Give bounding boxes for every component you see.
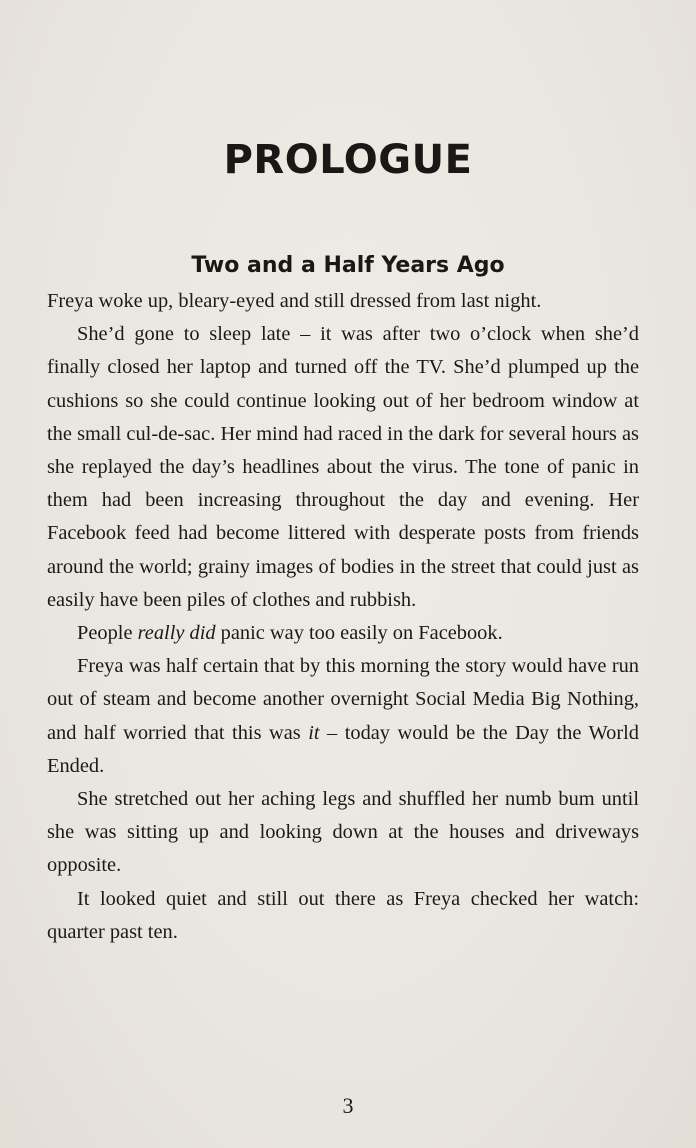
paragraph: She’d gone to sleep late – it was after two o’clock when she’d finally closed her laptop and turned off the TV. She’d plumped up the cushions so she could continue looking out of her bedroom window at the small cul-de-sac. Her mind had raced in the dark for several hours as she replayed the day’s headlines about the virus. The tone of panic in them had been increasing throughout the day and evening. Her Facebook feed had become littered with desperate posts from friends around the world; grainy images of bodies in the street that could just as easily have been piles of clothes and rubbish. xyxy=(47,323,639,611)
body-text xyxy=(47,285,639,949)
paragraph: She stretched out her aching legs and shuffled her numb bum until she was sitting up and looking down at the houses and driveways opposite. xyxy=(47,788,639,877)
paragraph-text: – today would be the Day the World Ended. xyxy=(47,721,640,777)
chapter-subtitle: Two and a Half Years Ago xyxy=(191,253,505,278)
paragraph: Freya woke up, bleary-eyed and still dressed from last night. xyxy=(47,290,542,312)
paragraph-text: Freya was half certain that by this morning the story would have run out of steam and become another overnight Social Media Big Nothing, and half worried that this was xyxy=(47,655,639,744)
page-number: 3 xyxy=(342,1093,354,1118)
paragraph xyxy=(47,650,639,783)
paragraph-text: panic way too easily on Facebook. xyxy=(215,622,503,645)
paragraph: It looked quiet and still out there as Freya checked her watch: quarter past ten. xyxy=(47,887,639,943)
chapter-title: PROLOGUE xyxy=(223,137,473,183)
emphasis-text: really did xyxy=(137,622,216,645)
paragraph-text: People xyxy=(77,622,138,645)
emphasis-text: it xyxy=(308,721,320,744)
paragraph xyxy=(47,617,639,650)
